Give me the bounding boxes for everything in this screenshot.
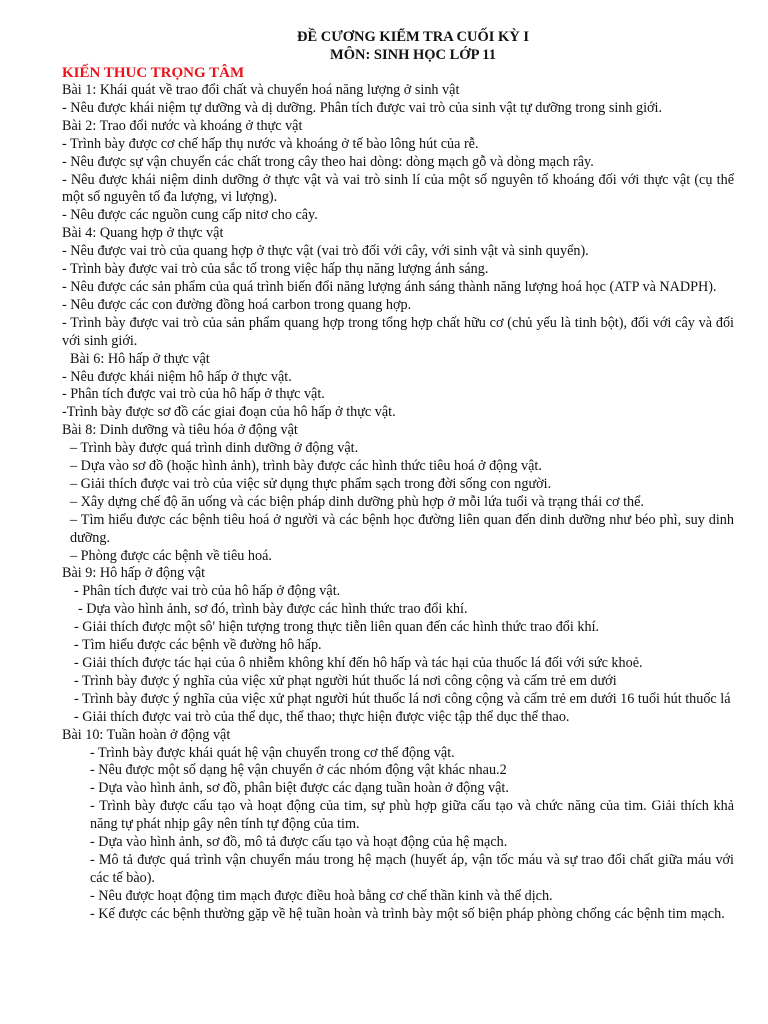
content-line: – Dựa vào sơ đồ (hoặc hình ảnh), trình bày được các hình thức tiêu hoá ở động vật. <box>70 458 542 475</box>
content-line: - Trình bày được cấu tạo và hoạt động của tim, sự phù hợp giữa cấu tạo và chức năng của tim. Giải thích khả năng tự phát nhịp gây nên tính tự động của tim. <box>90 798 734 833</box>
lesson-heading: Bài 10: Tuần hoàn ở động vật <box>62 726 231 743</box>
content-line: - Trình bày được ý nghĩa của việc xử phạt người hút thuốc lá nơi công cộng và cấm trẻ em dưới 16 tuổi hút thuốc lá <box>74 690 731 707</box>
content-line: -Trình bày được sơ đồ các giai đoạn của hô hấp ở thực vật. <box>62 404 396 421</box>
content-line: – Trình bày được quá trình dinh dưỡng ở động vật. <box>70 440 359 457</box>
content-line: – Xây dựng chế độ ăn uống và các biện pháp dinh dưỡng phù hợp ở mỗi lứa tuổi và trạng thái cơ thể. <box>70 493 644 510</box>
content-line: – Phòng được các bệnh về tiêu hoá. <box>70 547 272 564</box>
content-line: - Nêu được khái niệm hô hấp ở thực vật. <box>62 368 292 385</box>
content-line: – Tìm hiểu được các bệnh tiêu hoá ở người và các bệnh học đường liên quan đến dinh dưỡng như béo phì, suy dinh dưỡng. <box>70 511 734 546</box>
content-line: - Trình bày được cơ chế hấp thụ nước và khoáng ở tế bào lông hút của rễ. <box>62 135 479 152</box>
content-line: - Dựa vào hình ảnh, sơ đồ, phân biệt được các dạng tuần hoàn ở động vật. <box>90 780 509 797</box>
lesson-heading: Bài 6: Hô hấp ở thực vật <box>70 350 210 367</box>
content-line: - Nêu được khái niệm dinh dưỡng ở thực vật và vai trò sinh lí của một số nguyên tố khoáng đối với thực vật (cụ thể một số nguyên tố đa lượng, vi lượng). <box>62 171 734 206</box>
document-title: ĐỀ CƯƠNG KIỂM TRA CUỐI KỲ I <box>296 29 530 45</box>
content-line: - Giải thích được một sô' hiện tượng trong thực tiễn liên quan đến các hình thức trao đổi khí. <box>74 619 600 636</box>
content-line: - Kế được các bệnh thường gặp về hệ tuần hoàn và trình bày một số biện pháp phòng chống các bệnh tim mạch. <box>90 905 725 922</box>
content-line: - Nêu được các sản phẩm của quá trình biến đổi năng lượng ánh sáng thành năng lượng hoá học (ATP và NADPH). <box>62 278 717 295</box>
lesson-heading: Bài 9: Hô hấp ở động vật <box>62 565 206 582</box>
content-line: - Dựa vào hình ảnh, sơ đó, trình bày được các hình thức trao đổi khí. <box>78 601 468 618</box>
content-line: - Giải thích được vai trò của thể dục, thể thao; thực hiện được việc tập thể dục thể thao. <box>74 708 570 725</box>
content-line: – Giải thích được vai trò của việc sử dụng thực phẩm sạch trong đời sống con người. <box>70 475 552 492</box>
content-line: - Trình bày được ý nghĩa của việc xử phạt người hút thuốc lá nơi công cộng và cấm trẻ em dưới <box>74 672 617 689</box>
lesson-heading: Bài 8: Dinh dưỡng và tiêu hóa ở động vật <box>62 422 298 439</box>
content-line: - Dựa vào hình ảnh, sơ đồ, mô tả được cấu tạo và hoạt động của hệ mạch. <box>90 834 508 851</box>
content-line: - Nêu được một số dạng hệ vận chuyển ở các nhóm động vật khác nhau.2 <box>90 762 507 779</box>
content-line: - Nêu được sự vận chuyển các chất trong cây theo hai dòng: dòng mạch gỗ và dòng mạch rây. <box>62 153 594 170</box>
content-line: - Phân tích được vai trò của hô hấp ở thực vật. <box>62 386 325 403</box>
content-body <box>62 82 734 924</box>
content-line: - Tìm hiểu được các bệnh về đường hô hấp. <box>74 637 322 654</box>
lesson-heading: Bài 4: Quang hợp ở thực vật <box>62 225 224 242</box>
content-line: - Trình bày được vai trò của sắc tố trong việc hấp thụ năng lượng ánh sáng. <box>62 261 489 278</box>
content-line: - Phân tích được vai trò của hô hấp ở động vật. <box>74 583 341 600</box>
lesson-heading: Bài 2: Trao đổi nước và khoáng ở thực vật <box>62 117 303 134</box>
content-line: - Nêu được các nguồn cung cấp nitơ cho cây. <box>62 207 318 224</box>
content-line: - Nêu được hoạt động tim mạch được điều hoà bằng cơ chế thần kinh và thể dịch. <box>90 887 553 904</box>
content-line: - Nêu được vai trò của quang hợp ở thực vật (vai trò đối với cây, với sinh vật và sinh quyển). <box>62 243 589 260</box>
content-line: - Nêu được khái niệm tự dưỡng và dị dưỡng. Phân tích được vai trò của sinh vật tự dưỡng trong sinh giới. <box>62 99 663 116</box>
content-line: - Trình bày được khái quát hệ vận chuyển trong cơ thể động vật. <box>90 744 455 761</box>
content-line: - Mô tả được quá trình vận chuyển máu trong hệ mạch (huyết áp, vận tốc máu và sự trao đổi chất giữa máu với các tế bào). <box>90 851 734 886</box>
document-subtitle: MÔN: SINH HỌC LỚP 11 <box>330 47 496 63</box>
content-line: - Trình bày được vai trò của sản phẩm quang hợp trong tổng hợp chất hữu cơ (chủ yếu là tinh bột), đối với cây và đối với sinh giới. <box>62 314 734 349</box>
content-line: - Giải thích được tác hại của ô nhiễm không khí đến hô hấp và tác hại của thuốc lá đối với sức khoẻ. <box>74 655 643 671</box>
section-heading: KIẾN THUC TRỌNG TÂM <box>62 65 245 81</box>
content-line: - Nêu được các con đường đồng hoá carbon trong quang hợp. <box>62 296 412 313</box>
lesson-heading: Bài 1: Khái quát về trao đổi chất và chuyển hoá năng lượng ở sinh vật <box>62 82 460 98</box>
